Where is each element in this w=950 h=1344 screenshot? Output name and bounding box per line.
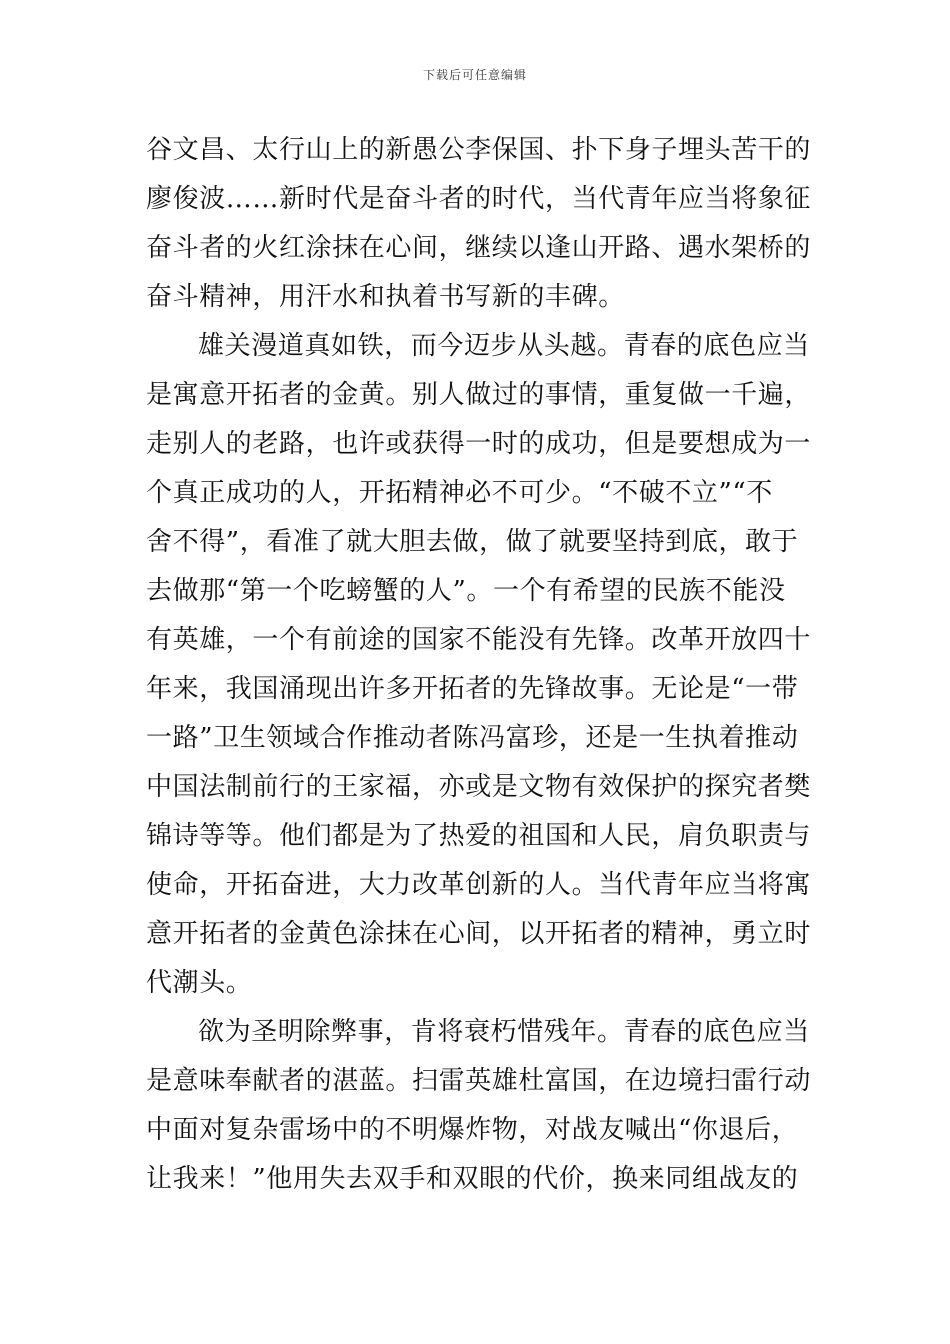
text-line: 廖俊波……新时代是奋斗者的时代，当代青年应当将象征 bbox=[146, 184, 812, 214]
paragraph bbox=[146, 322, 812, 1008]
text-line: 雄关漫道真如铁，而今迈步从头越。青春的底色应当 bbox=[198, 331, 810, 361]
document-body bbox=[146, 126, 812, 1204]
text-line: 一路”卫生领域合作推动者陈冯富珍，还是一生执着推动 bbox=[146, 723, 799, 753]
text-line: 奋斗者的火红涂抹在心间，继续以逢山开路、遇水架桥的 bbox=[146, 233, 812, 263]
text-line: 欲为圣明除弊事，肯将衰朽惜残年。青春的底色应当 bbox=[198, 1017, 810, 1047]
paragraph bbox=[146, 1008, 812, 1204]
text-line: 奋斗精神，用汗水和执着书写新的丰碑。 bbox=[146, 282, 625, 312]
text-line: 中面对复杂雷场中的不明爆炸物，对战友喊出“你退后， bbox=[146, 1115, 799, 1145]
text-line: 走别人的老路，也许或获得一时的成功，但是要想成为一 bbox=[146, 429, 812, 459]
text-line: 让我来！”他用失去双手和双眼的代价，换来同组战友的 bbox=[146, 1164, 799, 1194]
paragraph bbox=[146, 126, 812, 322]
text-line: 去做那“第一个吃螃蟹的人”。一个有希望的民族不能没 bbox=[146, 576, 786, 606]
text-line: 锦诗等等。他们都是为了热爱的祖国和人民，肩负职责与 bbox=[146, 821, 812, 851]
text-line: 个真正成功的人，开拓精神必不可少。“不破不立”“不 bbox=[146, 478, 773, 508]
text-line: 舍不得”，看准了就大胆去做，做了就要坚持到底，敢于 bbox=[146, 527, 799, 557]
text-line: 中国法制前行的王家福，亦或是文物有效保护的探究者樊 bbox=[146, 772, 812, 802]
text-line: 是意味奉献者的湛蓝。扫雷英雄杜富国，在边境扫雷行动 bbox=[146, 1066, 812, 1096]
text-line: 意开拓者的金黄色涂抹在心间，以开拓者的精神，勇立时 bbox=[146, 919, 812, 949]
page-header: 下载后可任意编辑 bbox=[422, 68, 527, 82]
text-line: 代潮头。 bbox=[146, 968, 253, 998]
text-line: 是寓意开拓者的金黄。别人做过的事情，重复做一千遍， bbox=[146, 380, 812, 410]
text-line: 使命，开拓奋进，大力改革创新的人。当代青年应当将寓 bbox=[146, 870, 812, 900]
text-line: 有英雄，一个有前途的国家不能没有先锋。改革开放四十 bbox=[146, 625, 812, 655]
text-line: 谷文昌、太行山上的新愚公李保国、扑下身子埋头苦干的 bbox=[146, 135, 812, 165]
text-line: 年来，我国涌现出许多开拓者的先锋故事。无论是“一带 bbox=[146, 674, 799, 704]
